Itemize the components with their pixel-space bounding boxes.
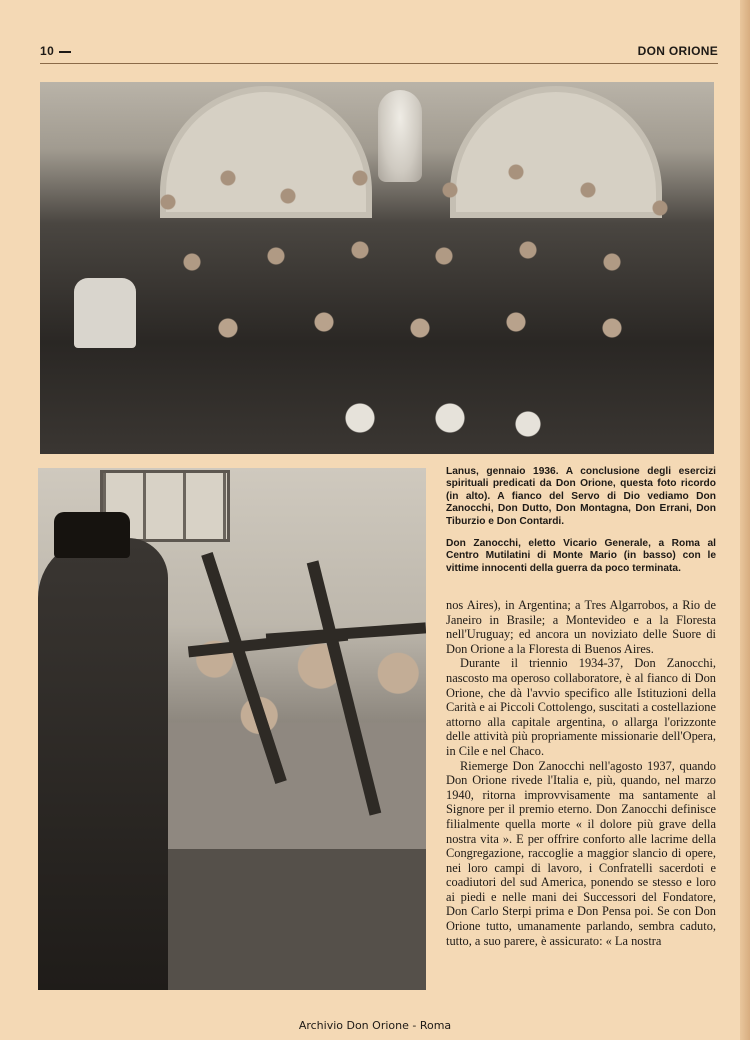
group-photo — [40, 82, 714, 454]
page-edge — [740, 0, 750, 1040]
paragraph: Durante il triennio 1934-37, Don Zanocchi, nascosto ma operoso collaboratore, è al fianco di Don Orione, che dà l'avvio specifico alle Istituzioni della Carità e ai Piccoli Cottolengo, suscitati a costellazione attorno alla capitale argentina, o allarga l'orizzonte delle attività più propriamente missionarie dell'Opera, in Cile e nel Chaco. — [446, 656, 716, 758]
biretta-hat — [54, 512, 130, 558]
man-in-white-shirt — [74, 278, 136, 348]
archive-footer: Archivio Don Orione - Roma — [298, 1019, 452, 1032]
group-of-clergy — [120, 142, 714, 442]
article-body — [446, 598, 716, 948]
page-header — [40, 44, 718, 64]
group-of-boys — [148, 638, 426, 990]
paragraph: nos Aires), in Argentina; a Tres Algarrobos, a Rio de Janeiro in Brasile; a Montevideo e a la Floresta nell'Uruguay; ed ancora un noviziato delle Suore di Don Orione a la Floresta di Buenos Aires. — [446, 598, 716, 656]
header-rule — [40, 63, 718, 64]
caption-top-photo: Lanus, gennaio 1936. A conclusione degli esercizi spirituali predicati da Don Orione, questa foto ricordo (in alto). A fianco del Servo di Dio vediamo Don Zanocchi, Don Dutto, Don Montagna, Don Errani, Don Tiburzio e Don Contardi. — [446, 466, 716, 527]
priest-figure — [38, 538, 168, 990]
running-title: DON ORIONE — [637, 44, 718, 58]
paragraph: Riemerge Don Zanocchi nell'agosto 1937, quando Don Orione rivede l'Italia e, più, quando, nel marzo 1940, ritorna improvvisamente ma santamente al Signore per il premio eterno. Don Zanocchi definisce filialmente quella morte « il dolore più grave della nostra vita ». E per offrire conforto alle lacrime della Congregazione, raccoglie a maggior slancio di opere, nei loro campi di lavoro, i Confratelli sacerdoti e coadiutori del sud America, ponendo se stesso e loro ai piedi e nelle mani dei Successori del Fondatore, Don Carlo Sterpi prima e Don Pensa poi. Se con Don Orione tutto, umanamente parlando, sembra caduto, tutto, a suo parere, è assicurato: « La nostra — [446, 758, 716, 948]
mutilatini-photo — [38, 468, 426, 990]
caption-bottom-photo: Don Zanocchi, eletto Vicario Generale, a Roma al Centro Mutilatini di Monte Mario (in basso) con le vittime innocenti della guerra da poco terminata. — [446, 538, 716, 574]
page-number: 10 — [40, 44, 71, 58]
